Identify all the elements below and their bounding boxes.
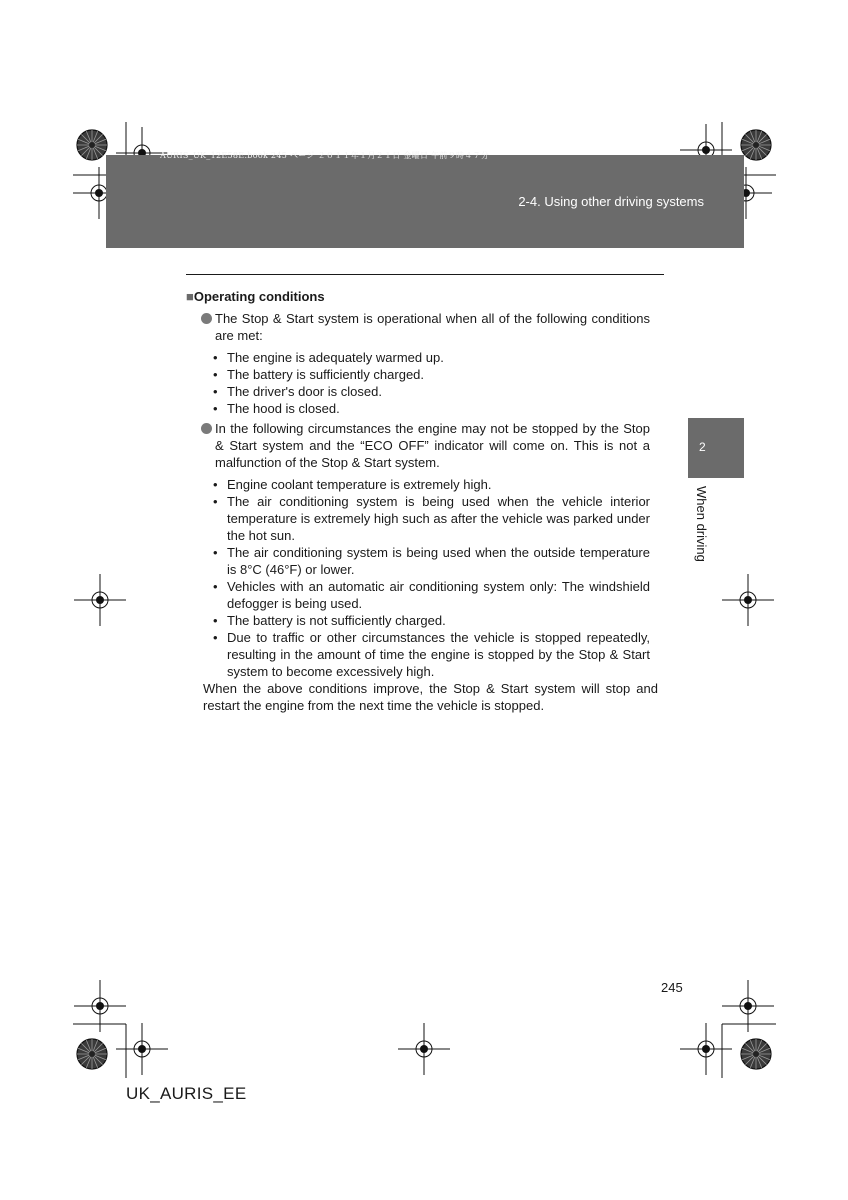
bullet-icon: • [213, 367, 218, 382]
paragraph-text: In the following circumstances the engine may not be stopped by the Stop & Start system and the “ECO OFF” indicator will come on. This is not a malfunction of the Stop & Start system. [215, 421, 650, 470]
circumstances-list [186, 476, 664, 680]
page-number: 245 [661, 980, 683, 995]
top-rule [186, 274, 664, 275]
footer-code: UK_AURIS_EE [126, 1084, 247, 1103]
bullet-icon: • [213, 579, 218, 594]
paragraph-text: The Stop & Start system is operational when all of the following conditions are met: [215, 311, 650, 343]
list-item: • The driver's door is closed. [213, 384, 382, 399]
paragraph-circumstances [186, 420, 664, 471]
list-item: • Vehicles with an automatic air conditioning system only: The windshield defogger is being used. [213, 579, 650, 611]
bullet-icon: • [213, 477, 218, 492]
circle-bullet-icon [201, 423, 212, 434]
bullet-icon: • [213, 494, 218, 509]
bullet-icon: • [213, 613, 218, 628]
bullet-icon: • [213, 350, 218, 365]
chapter-tab [688, 418, 744, 478]
section-title: 2-4. Using other driving systems [518, 194, 704, 209]
list-item: • The air conditioning system is being used when the outside temperature is 8°C (46°F) or lower. [213, 545, 650, 577]
bullet-icon: • [213, 401, 218, 416]
heading-text: Operating conditions [193, 289, 325, 304]
bullet-icon: • [213, 384, 218, 399]
print-info: AURIS_UK_12E58E.book 245 ページ ２０１１年１月２１日 金曜日 午前９時４７分 [160, 151, 490, 160]
list-item: • The air conditioning system is being used when the vehicle interior temperature is extremely high such as after the vehicle was parked under the hot sun. [213, 494, 650, 543]
chapter-name: When driving [694, 486, 709, 562]
bullet-icon: • [213, 545, 218, 560]
square-bullet-icon: ■ [186, 289, 194, 304]
closing-paragraph: When the above conditions improve, the Stop & Start system will stop and restart the engine from the next time the vehicle is stopped. [203, 681, 658, 713]
list-item: • The engine is adequately warmed up. [213, 350, 444, 365]
conditions-list [186, 349, 664, 417]
circle-bullet-icon [201, 313, 212, 324]
chapter-number: 2 [699, 440, 706, 454]
list-item: • Engine coolant temperature is extremely high. [213, 477, 492, 492]
list-item: • Due to traffic or other circumstances the vehicle is stopped repeatedly, resulting in the amount of time the engine is stopped by the Stop & Start system to become excessively high. [213, 630, 650, 679]
main-content [186, 288, 664, 714]
list-item: • The hood is closed. [213, 401, 340, 416]
list-item: • The battery is not sufficiently charged. [213, 613, 446, 628]
bullet-icon: • [213, 630, 218, 645]
paragraph-conditions [186, 310, 664, 344]
section-heading [186, 288, 664, 305]
list-item: • The battery is sufficiently charged. [213, 367, 425, 382]
